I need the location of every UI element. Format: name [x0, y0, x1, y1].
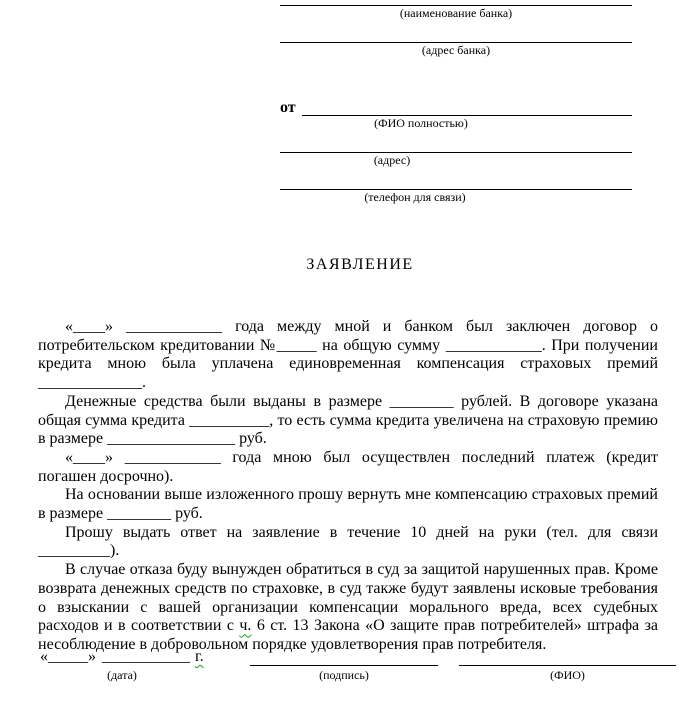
- paragraph-court-warning: [38, 561, 658, 655]
- paragraph-answer-request: Прошу выдать ответ на заявление в течение 10 дней на руки (тел. для связи _________).: [38, 523, 658, 560]
- bank-address-label: (адрес банка): [421, 43, 491, 57]
- paragraph-last-payment: «____» ____________ года мною был осуществлен последний платеж (кредит погашен досрочно).: [38, 448, 658, 485]
- addressee-block: [280, 0, 632, 204]
- signature-label: (подпись): [319, 668, 369, 682]
- day-blank[interactable]: «_____»: [40, 648, 96, 665]
- bank-name-label: (наименование банка): [399, 6, 513, 20]
- document-title: ЗАЯВЛЕНИЕ: [306, 256, 414, 273]
- paragraph-refund-request: На основании выше изложенного прошу вернуть мне компенсацию страховых премий в размере ________ руб.: [38, 486, 658, 523]
- signature-blank-line[interactable]: [250, 648, 438, 666]
- document-body: [38, 318, 658, 655]
- court-warning-text-start: В случае отказа буду вынужден обратиться в суд за защитой нарушенных прав. Кроме возврата денежных средств по страховке, в суд также будут заявлены исковые требования о взыскании с вашей организации компенсации морального вреда, всех судебных расходов и в соответствии с: [38, 561, 658, 635]
- bank-address-blank-line[interactable]: [280, 20, 632, 43]
- date-blank[interactable]: ___________: [102, 648, 190, 665]
- address-label: (адрес): [373, 153, 411, 167]
- spellcheck-flagged-word: ч.: [239, 617, 252, 635]
- paragraph-funds: Денежные средства были выданы в размере ________ рублей. В договоре указана общая сумма кредита __________, то есть сумма кредита увеличена на страховую премию в размере ________________ руб.: [38, 392, 658, 448]
- court-warning-text-end: 6 ст. 13 Закона «О защите прав потребителей» штрафа за несоблюдение в добровольном порядке удовлетворения прав потребителя.: [38, 617, 659, 653]
- fio-blank-line[interactable]: [459, 648, 676, 666]
- phone-blank-line[interactable]: [280, 167, 632, 190]
- from-row: [280, 100, 632, 116]
- date-label: (дата): [107, 668, 137, 682]
- applicant-name-blank-line[interactable]: [302, 100, 632, 116]
- paragraph-contract: «____» ____________ года между мной и банком был заключен договор о потребительском кредитовании №_____ на общую сумму ____________. При получении кредита мною была уплачена единовременная компенсация страховых премий _____________.: [38, 318, 658, 392]
- year-abbreviation: г.: [195, 648, 204, 665]
- applicant-address-blank-line[interactable]: [280, 130, 632, 153]
- signature-block: [40, 648, 680, 692]
- fio-label: (ФИО): [550, 668, 585, 682]
- phone-label: (телефон для связи): [364, 190, 466, 204]
- fio-full-label: (ФИО полностью): [374, 116, 468, 130]
- from-label: от: [280, 99, 296, 116]
